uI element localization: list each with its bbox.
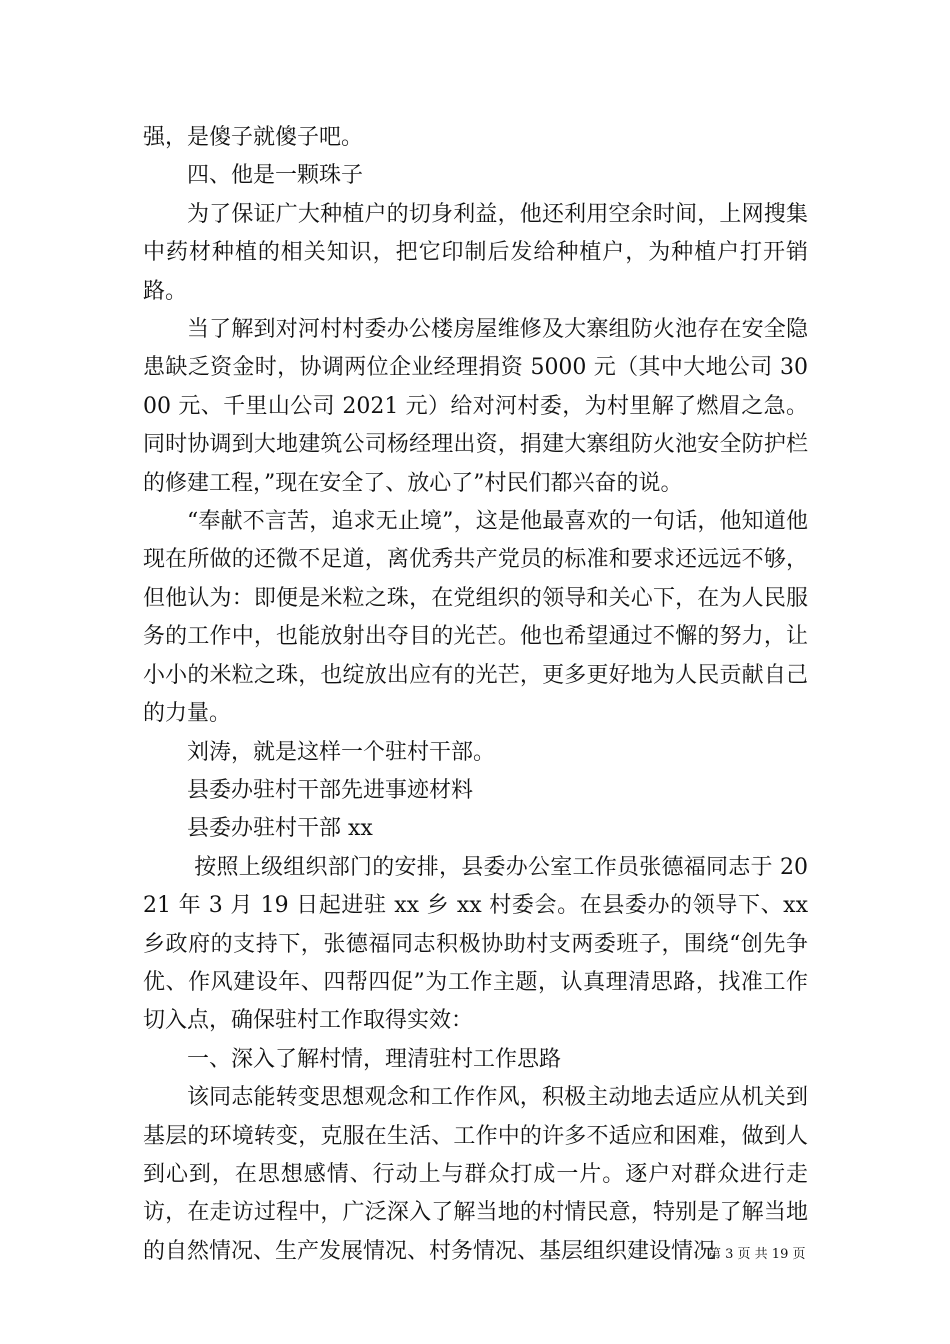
paragraph-continuation: 强，是傻子就傻子吧。 bbox=[143, 125, 364, 150]
document-body bbox=[143, 119, 815, 1271]
paragraph-village-work: 该同志能转变思想观念和工作作风，积极主动地去适应从机关到基层的环境转变，克服在生活、工作中的许多不适应和困难，做到人到心到，在思想感情、行动上与群众打成一片。逐户对群众进行走访，在走访过程中，广泛深入了解当地的村情民意，特别是了解当地的自然情况、生产发展情况、村务情况、基层组织建设情况 bbox=[143, 1085, 808, 1264]
document-subtitle: 县委办驻村干部 xx bbox=[187, 816, 373, 842]
paragraph-introduction: 按照上级组织部门的安排，县委办公室工作员张德福同志于 2021 年 3 月 19 日起进驻 xx 乡 xx 村委会。在县委办的领导下、xx 乡政府的支持下，张德福同志积极协助村支两委班子，围绕“创先争优、作风建设年、四帮四促”为工作主题，认真理清思路，找准工作切入点，确保驻村工作取得实效： bbox=[143, 854, 815, 1034]
document-title: 县委办驻村干部先进事迹材料 bbox=[187, 777, 474, 803]
paragraph-summary: 刘涛，就是这样一个驻村干部。 bbox=[187, 739, 496, 765]
page-number-footer: 第 3 页 共 19 页 bbox=[708, 1247, 806, 1262]
section-heading-village-situation: 一、深入了解村情，理清驻村工作思路 bbox=[187, 1046, 562, 1072]
paragraph-fundraising: 当了解到对河村村委办公楼房屋维修及大寨组防火池存在安全隐患缺乏资金时，协调两位企业经理捐资 5000 元（其中大地公司 3000 元、千里山公司 2021 元）给对河村委，为村里解了燃眉之急。同时协调到大地建筑公司杨经理出资，捐建大寨组防火池安全防护栏的修建工程，”现在安全了、放心了”村民们都兴奋的说。 bbox=[143, 317, 808, 496]
paragraph-dedication: “奉献不言苦，追求无止境”，这是他最喜欢的一句话，他知道他现在所做的还微不足道，离优秀共产党员的标准和要求还远远不够，但他认为：即便是米粒之珠，在党组织的领导和关心下，在为人民服务的工作中，也能放射出夺目的光芒。他也希望通过不懈的努力，让小小的米粒之珠，也绽放出应有的光芒，更多更好地为人民贡献自己的力量。 bbox=[143, 509, 808, 727]
section-heading-pearl: 四、他是一颗珠子 bbox=[187, 163, 364, 189]
paragraph-planting-knowledge: 为了保证广大种植户的切身利益，他还利用空余时间，上网搜集中药材种植的相关知识，把它印制后发给种植户，为种植户打开销路。 bbox=[143, 201, 808, 304]
